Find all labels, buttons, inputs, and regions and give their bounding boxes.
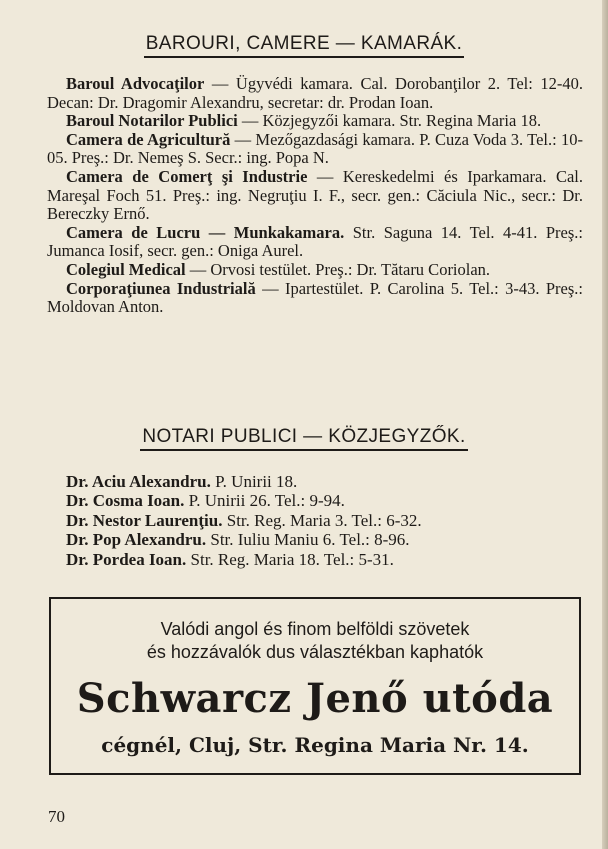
section-heading-notaries-text: NOTARI PUBLICI — KÖZJEGYZŐK.	[140, 426, 467, 451]
notary-entry	[66, 530, 586, 549]
notary-name: Dr. Aciu Alexandru.	[66, 472, 211, 491]
entry-name: Corporaţiunea Industrială	[66, 278, 256, 298]
notary-address: Str. Reg. Maria 18. Tel.: 5-31.	[186, 549, 394, 569]
entry-text: — Közjegyzői kamara. Str. Regina Maria 18.	[237, 111, 542, 131]
entry-text: Str. Saguna 14. Tel. 4-41. Preş.: Jumanca Iosif, secr. gen.: Oniga Aurel.	[47, 222, 583, 261]
section-heading-chambers-text: BAROURI, CAMERE — KAMARÁK.	[144, 33, 465, 58]
ad-tagline-1: Valódi angol és finom belföldi szövetek	[160, 619, 470, 639]
notary-address: P. Unirii 18.	[210, 472, 298, 491]
entry-name: Colegiul Medical	[66, 259, 186, 279]
notary-address: Str. Reg. Maria 3. Tel.: 6-32.	[222, 510, 422, 530]
entry-text: — Kereskedelmi és Iparkamara. Cal. Mareşal Foch 51. Preş.: ing. Negruţiu I. F., secr. gen.: Căciula Nic., secr.: Dr. Bereczky Ernő.	[47, 166, 584, 224]
notary-name: Dr. Nestor Laurenţiu.	[66, 510, 223, 530]
notary-name: Dr. Pop Alexandru.	[66, 530, 207, 550]
chamber-entry	[47, 112, 583, 131]
chamber-entry	[47, 280, 583, 317]
ad-company-name: Schwarcz Jenő utóda	[76, 675, 554, 722]
chamber-entry	[47, 131, 583, 168]
entry-text: — Mezőgazdasági kamara. P. Cuza Voda 3. Tel.: 10-05. Preş.: Dr. Nemeş S. Secr.: ing. Popa N.	[47, 129, 583, 168]
entry-text: — Ipartestület. P. Carolina 5. Tel.: 3-43. Preş.: Moldovan Anton.	[47, 278, 583, 317]
chamber-entry	[47, 168, 583, 224]
page-edge-shadow	[602, 0, 608, 849]
entry-name: Camera de Comerţ şi Industrie	[66, 166, 308, 186]
ad-address: cégnél, Cluj, Str. Regina Maria Nr. 14.	[101, 733, 529, 757]
notary-name: Dr. Pordea Ioan.	[66, 549, 187, 569]
notary-name: Dr. Cosma Ioan.	[66, 491, 185, 511]
section-heading-notaries	[0, 426, 608, 451]
entry-name: Baroul Notarilor Publici	[66, 111, 238, 131]
notary-entry	[66, 511, 586, 530]
notary-address: P. Unirii 26. Tel.: 9-94.	[184, 491, 345, 511]
entry-name: Baroul Advocaţilor	[66, 74, 205, 93]
chamber-entry	[47, 75, 583, 112]
notary-address: Str. Iuliu Maniu 6. Tel.: 8-96.	[206, 530, 410, 550]
notary-entry	[66, 491, 586, 510]
chamber-entry	[47, 224, 583, 261]
notary-entry	[66, 550, 586, 569]
advertisement-box	[49, 597, 581, 775]
entry-text: — Orvosi testület. Preş.: Dr. Tătaru Coriolan.	[185, 259, 491, 279]
chambers-list	[47, 75, 583, 317]
entry-name: Camera de Agricultură	[66, 129, 231, 149]
entry-text: — Ügyvédi kamara. Cal. Dorobanţilor 2. Tel: 12-40. Decan: Dr. Dragomir Alexandru, secretar: dr. Prodan Ioan.	[47, 74, 583, 112]
section-heading-chambers	[0, 33, 608, 58]
chamber-entry	[47, 261, 583, 280]
ad-tagline-2: és hozzávalók dus választékban kaphatók	[146, 642, 484, 662]
entry-name: Camera de Lucru — Munkakamara.	[66, 222, 345, 242]
notaries-list	[66, 472, 586, 569]
page-number: 70	[48, 807, 65, 826]
notary-entry	[66, 472, 586, 491]
